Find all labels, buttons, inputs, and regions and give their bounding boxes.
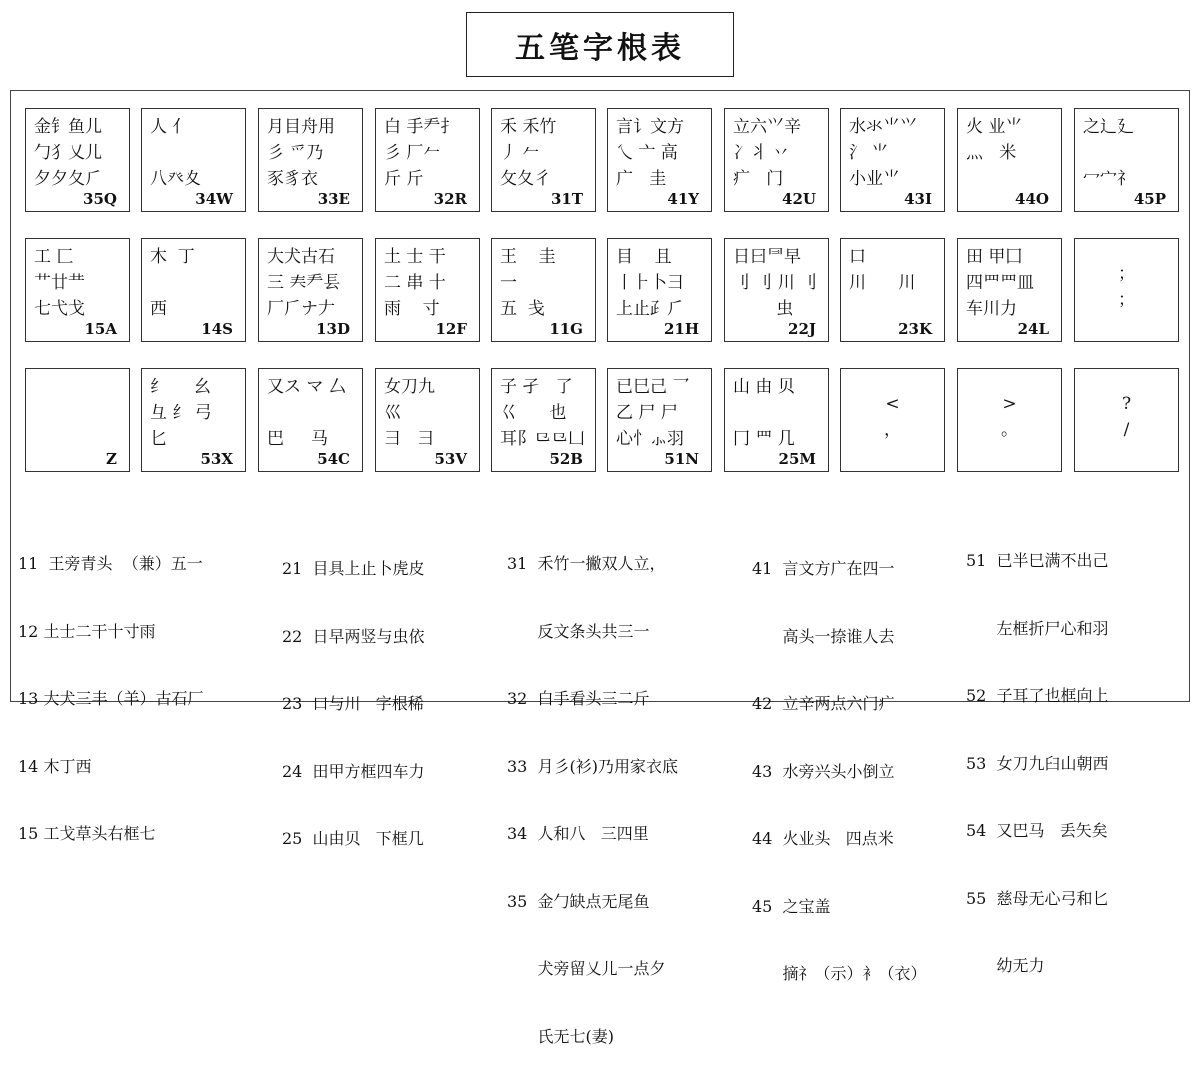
key-45p	[1074, 108, 1179, 212]
root-line: 疒 门	[733, 169, 784, 189]
root-line: 巜 也	[500, 403, 567, 423]
key-label: 34W	[195, 190, 233, 208]
root-line: 彡 爫乃	[267, 143, 324, 163]
root-line: 之辶廴	[1083, 117, 1134, 137]
root-line: 巴 马	[267, 429, 329, 449]
legend-line: 12 土士二干十寸雨	[18, 621, 156, 641]
key-44o	[957, 108, 1062, 212]
root-line: 已巳己 乛	[616, 377, 690, 397]
legend-line: 24 田甲方框四车力	[282, 761, 425, 781]
root-line: 丨⺊卜⺕	[616, 273, 684, 293]
root-line	[34, 374, 124, 400]
key-roots	[150, 374, 240, 452]
key-label: 31T	[550, 190, 583, 208]
root-line: 氵 ⺌	[849, 143, 889, 163]
punctuation-mark: <	[885, 394, 900, 414]
key-label: 21H	[663, 320, 699, 338]
page-title: 五笔字根表	[466, 12, 734, 77]
key-roots	[966, 114, 1056, 192]
root-line: 人 亻	[150, 117, 190, 137]
key-roots	[34, 244, 124, 322]
punctuation-key	[1074, 368, 1179, 472]
root-line: 工 匚	[34, 247, 74, 267]
key-roots	[1083, 114, 1173, 192]
root-line: 月目舟用	[267, 117, 335, 137]
key-roots	[500, 374, 590, 452]
key-label: 35Q	[83, 190, 117, 208]
key-punctuation	[958, 391, 1061, 443]
root-line: 雨 寸	[384, 299, 440, 319]
punctuation-mark: ?	[1121, 394, 1132, 414]
key-roots	[616, 244, 706, 322]
root-line	[267, 400, 357, 426]
root-line: 冂 罒 几	[733, 429, 795, 449]
root-line: 口	[849, 247, 866, 267]
root-line: 夕夕夂⺁	[34, 169, 102, 189]
legend-line: 高头一捺谁人去	[752, 626, 895, 646]
key-label: 42U	[782, 190, 816, 208]
legend-line: 左框折尸心和羽	[966, 618, 1109, 638]
key-23k	[840, 238, 945, 342]
key-punctuation	[1075, 261, 1178, 313]
key-15a	[25, 238, 130, 342]
key-41y	[607, 108, 712, 212]
root-line: 虫	[733, 299, 794, 319]
key-roots	[384, 374, 474, 452]
key-label: 51N	[664, 450, 699, 468]
legend-column-3	[507, 508, 678, 1071]
legend-line: 44 火业头 四点米	[752, 829, 894, 848]
key-13d	[258, 238, 363, 342]
root-line: 田 甲囗	[966, 247, 1023, 267]
key-label: 54C	[317, 450, 350, 468]
punctuation-key	[840, 368, 945, 472]
root-line: 厂𠂆ナ𠂇	[267, 299, 335, 319]
root-line: 彡 厂𠂉	[384, 143, 441, 163]
key-label: 11G	[549, 320, 583, 338]
key-21h	[607, 238, 712, 342]
legend-line: 摘礻（示）衤（衣）	[752, 964, 927, 983]
root-line: 立六⺍辛	[733, 117, 801, 137]
root-line: 八癶夊	[150, 169, 201, 189]
key-34w	[141, 108, 246, 212]
key-label: 22J	[788, 320, 816, 338]
root-line: 匕	[150, 429, 167, 449]
punctuation-mark: 。	[1001, 420, 1018, 440]
root-line: 禾 禾竹	[500, 117, 557, 137]
root-line: 四罒罒皿	[966, 273, 1034, 293]
key-11g	[491, 238, 596, 342]
root-line: 又ス マ 厶	[267, 377, 346, 397]
key-label: Z	[106, 450, 117, 468]
legend-line: 42 立辛两点六门疒	[752, 694, 895, 713]
legend-line: 55 慈母无心弓和匕	[966, 888, 1109, 908]
key-roots	[616, 114, 706, 192]
key-31t	[491, 108, 596, 212]
legend-column-2	[282, 513, 425, 873]
root-line: 山 由 贝	[733, 377, 795, 397]
punctuation-mark: ；	[1118, 264, 1135, 284]
key-label: 53X	[200, 450, 233, 468]
key-25m	[724, 368, 829, 472]
punctuation-mark: >	[1002, 394, 1017, 414]
legend-column-5	[966, 505, 1109, 1000]
root-line: 丿 𠂉	[500, 143, 540, 163]
root-line: 言讠文方	[616, 117, 684, 137]
punctuation-key	[1074, 238, 1179, 342]
root-line: 水氺⺌⺍	[849, 117, 917, 137]
key-24l	[957, 238, 1062, 342]
legend-line: 35 金勹缺点无尾鱼	[507, 891, 650, 911]
root-line	[150, 140, 240, 166]
legend-line: 反文条头共三一	[507, 621, 650, 641]
legend-line: 13 大犬三丰（羊）古石厂	[18, 689, 204, 708]
key-roots	[384, 114, 474, 192]
legend-line: 犬旁留乂儿一点夕	[507, 959, 666, 978]
key-roots	[34, 114, 124, 192]
key-label: 45P	[1133, 190, 1166, 208]
key-12f	[375, 238, 480, 342]
root-line	[34, 426, 124, 452]
root-line: 上止⺪⺁	[616, 299, 684, 319]
key-roots	[733, 114, 823, 192]
punctuation-mark: ，	[884, 420, 901, 440]
key-roots	[733, 374, 823, 452]
root-line: 三 𡗗龵镸	[267, 273, 341, 293]
key-label: 33E	[317, 190, 350, 208]
key-z	[25, 368, 130, 472]
key-roots	[267, 114, 357, 192]
root-line	[34, 400, 124, 426]
key-roots	[733, 244, 823, 322]
legend-line: 45 之宝盖	[752, 896, 831, 916]
key-roots	[500, 114, 590, 192]
legend-line: 15 工戈草头右框七	[18, 824, 156, 843]
key-roots	[150, 244, 240, 322]
root-line: 金钅鱼儿	[34, 117, 102, 137]
legend-line: 14 木丁西	[18, 756, 92, 776]
legend-column-1	[18, 508, 203, 868]
root-line	[733, 400, 823, 426]
key-roots	[267, 244, 357, 322]
key-42u	[724, 108, 829, 212]
legend-line: 氏无七(妻)	[507, 1026, 615, 1046]
root-line: 二 串 十	[384, 273, 446, 293]
key-roots	[849, 114, 939, 192]
key-label: 24L	[1017, 320, 1049, 338]
key-33e	[258, 108, 363, 212]
root-line: 斤 斤	[384, 169, 424, 189]
root-line: 女刀九	[384, 377, 435, 397]
root-line: 川 川	[849, 273, 916, 293]
legend-line: 32 白手看头三二斤	[507, 689, 650, 708]
root-line: 火 业⺌	[966, 117, 1023, 137]
legend-line: 11 王旁青头 （兼）五一	[18, 554, 203, 573]
key-43i	[840, 108, 945, 212]
root-line: 目 且	[616, 247, 672, 267]
root-line: 子 孑 了	[500, 377, 573, 397]
key-roots	[500, 244, 590, 322]
key-label: 13D	[316, 320, 350, 338]
key-label: 53V	[434, 450, 467, 468]
root-line: 小业⺌	[849, 169, 900, 189]
key-punctuation	[1075, 391, 1178, 443]
root-line: 纟 幺	[150, 377, 212, 397]
root-line: 冖宀礻	[1083, 169, 1134, 189]
legend-line: 22 日早两竖与虫依	[282, 626, 425, 646]
key-label: 12F	[435, 320, 467, 338]
key-51n	[607, 368, 712, 472]
root-line: 乀 亠 高	[616, 143, 678, 163]
legend-line: 51 已半巳满不出己	[966, 551, 1109, 570]
root-line: 刂 刂 川 刂	[733, 273, 818, 293]
root-line: 艹廿龷	[34, 273, 85, 293]
key-14s	[141, 238, 246, 342]
root-line	[1083, 140, 1173, 166]
legend-line: 43 水旁兴头小倒立	[752, 761, 895, 781]
root-line: 西	[150, 299, 167, 319]
legend-line: 25 山由贝 下框几	[282, 829, 424, 848]
key-roots	[150, 114, 240, 192]
root-line: 彐 ⺕	[384, 429, 435, 449]
key-32r	[375, 108, 480, 212]
punctuation-mark: /	[1123, 420, 1130, 440]
legend-line: 33 月彡(衫)乃用家衣底	[507, 756, 679, 776]
key-roots	[384, 244, 474, 322]
root-line: 七弋戈	[34, 299, 85, 319]
key-roots	[966, 244, 1056, 322]
root-line: 心忄⺗羽	[616, 429, 684, 449]
root-line: 白 手龵扌	[384, 117, 458, 137]
root-line: 大犬古石	[267, 247, 335, 267]
root-line: 乙 尸 尸	[616, 403, 678, 423]
root-line: 耳阝⺋⺋凵	[500, 429, 585, 449]
root-line: 广 圭	[616, 169, 667, 189]
legend-line: 幼无力	[966, 956, 1045, 975]
root-line: 日曰⺜早	[733, 247, 801, 267]
punctuation-key	[957, 368, 1062, 472]
root-line: 土 士 干	[384, 247, 446, 267]
key-label: 43I	[904, 190, 932, 208]
legend-line: 41 言文方广在四一	[752, 559, 895, 578]
key-52b	[491, 368, 596, 472]
legend-line: 52 子耳了也框向上	[966, 686, 1109, 705]
key-54c	[258, 368, 363, 472]
key-punctuation	[841, 391, 944, 443]
root-line: 勹犭乂儿	[34, 143, 102, 163]
key-label: 14S	[201, 320, 233, 338]
root-line	[150, 270, 240, 296]
key-label: 25M	[778, 450, 816, 468]
root-line: 木 丁	[150, 247, 195, 267]
root-line	[849, 296, 939, 322]
key-roots	[267, 374, 357, 452]
legend-line: 54 又巴马 丢矢矣	[966, 821, 1108, 840]
root-line: 攵夂彳	[500, 169, 551, 189]
key-22j	[724, 238, 829, 342]
key-roots	[616, 374, 706, 452]
key-roots	[849, 244, 939, 322]
punctuation-mark: ；	[1118, 290, 1135, 310]
root-line: 五 戋	[500, 299, 545, 319]
root-line: 巛	[384, 403, 401, 423]
legend-line: 53 女刀九臼山朝西	[966, 753, 1109, 773]
legend-line: 23 口与川 字根稀	[282, 694, 424, 713]
legend-column-4	[752, 513, 927, 1008]
legend-line: 21 目具上止卜虎皮	[282, 559, 425, 578]
legend-line: 31 禾竹一撇双人立，	[507, 554, 666, 573]
key-label: 32R	[433, 190, 467, 208]
key-label: 15A	[84, 320, 117, 338]
root-line: 冫丬 丷	[733, 143, 790, 163]
root-line: 王 圭	[500, 247, 556, 267]
root-line: 豕豸衣	[267, 169, 318, 189]
key-label: 44O	[1015, 190, 1049, 208]
key-roots	[34, 374, 124, 452]
root-line: 灬 米	[966, 143, 1017, 163]
key-53v	[375, 368, 480, 472]
root-line	[966, 166, 1056, 192]
key-label: 23K	[898, 320, 932, 338]
key-label: 41Y	[667, 190, 699, 208]
key-53x	[141, 368, 246, 472]
legend-line: 34 人和八 三四里	[507, 824, 649, 843]
key-label: 52B	[549, 450, 583, 468]
root-line: 车川力	[966, 299, 1017, 319]
key-35q	[25, 108, 130, 212]
root-line: 彑 纟 弓	[150, 403, 212, 423]
root-line: 一	[500, 273, 517, 293]
